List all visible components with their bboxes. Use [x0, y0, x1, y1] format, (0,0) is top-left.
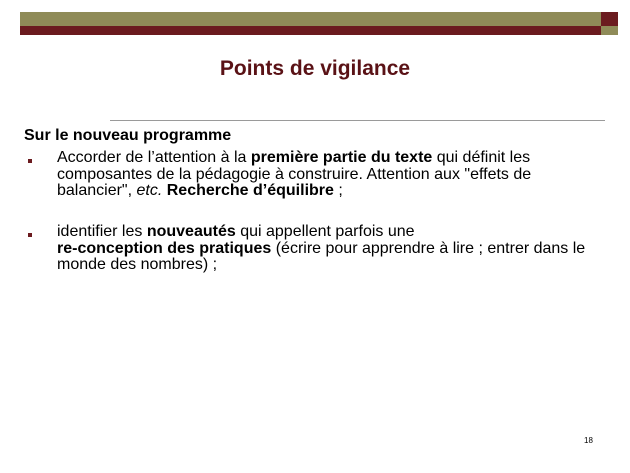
- bullet-marker: [28, 233, 32, 237]
- bullet1-text-1: Accorder de l’attention à la: [57, 149, 251, 166]
- section-heading: Sur le nouveau programme: [24, 127, 232, 144]
- bullet2-bold-2: re-conception des pratiques: [57, 239, 272, 257]
- bullet1-text-4: ;: [333, 182, 343, 199]
- bullet1-italic: etc.: [136, 182, 163, 199]
- header-bar-maroon: [20, 26, 601, 35]
- bullet2-text-2: qui appellent parfois une: [235, 223, 415, 240]
- bullet2-text-3: (écrire pour apprendre à lire ; entrer dans le monde des nombres) ;: [57, 239, 586, 273]
- bullet2-bold-1: nouveautés: [146, 223, 236, 240]
- page-number: 18: [584, 436, 593, 445]
- title-divider: [110, 120, 605, 121]
- header-bar-olive: [20, 12, 601, 26]
- bullet1-bold-2: Recherche d’équilibre: [166, 182, 334, 199]
- bullet2-text-1: identifier les: [57, 223, 147, 240]
- header-square-maroon: [601, 12, 618, 26]
- bullet-item-2: [57, 224, 597, 274]
- bullet1-text-2: qui définit les composantes de la pédagogie à construire. Attention aux "effets de balancier",: [57, 149, 532, 199]
- bullet1-bold-1: première partie du texte: [250, 149, 433, 166]
- bullet-item-1: [57, 150, 597, 200]
- bullet-marker: [28, 159, 32, 163]
- slide-title: Points de vigilance: [219, 57, 411, 80]
- header-square-olive: [601, 26, 618, 35]
